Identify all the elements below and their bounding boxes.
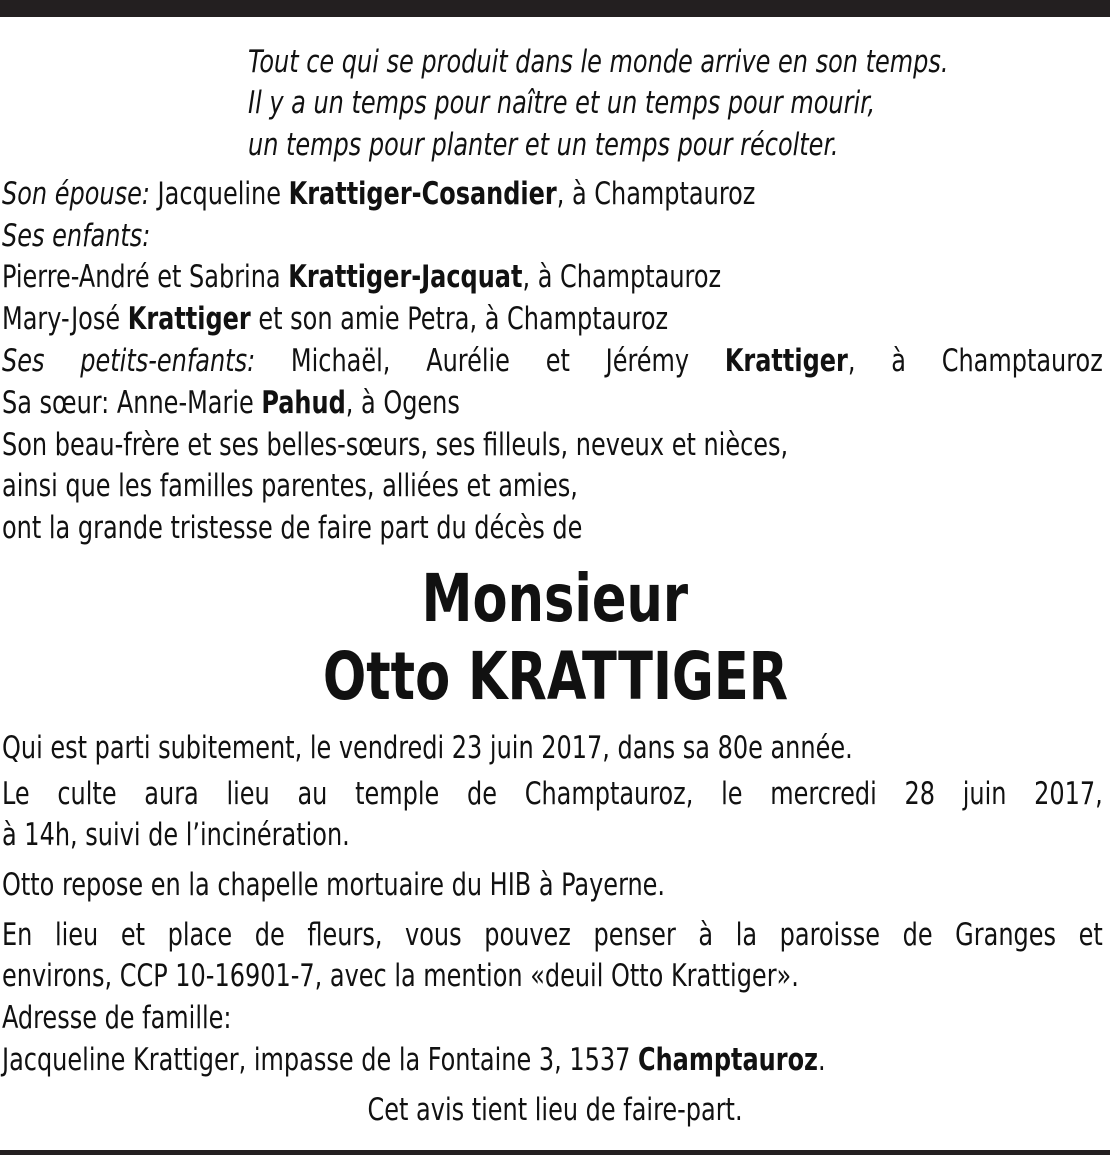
child-1-line (2, 257, 721, 298)
address-end: . (818, 1042, 826, 1078)
address-label: Adresse de famille: (2, 1000, 232, 1036)
quote-line-2: Il y a un temps pour naître et un temps pour mourir, (248, 85, 876, 121)
closing-line (0, 1090, 1110, 1131)
sister-place: , à Ogens (345, 385, 460, 421)
grandchildren-place: , à Champtauroz (847, 343, 1103, 379)
child-1-place: , à Champtauroz (522, 259, 722, 295)
repose-line: Otto repose en la chapelle mortuaire du HIB à Payerne. (2, 867, 666, 903)
sister-line (2, 383, 460, 424)
child-2-last-name: Krattiger (127, 301, 251, 337)
address-text: Jacqueline Krattiger, impasse de la Fontaine 3, 1537 (2, 1042, 631, 1078)
deceased-honorific (0, 560, 1110, 637)
announcement-line: ont la grande tristesse de faire part du décès de (2, 510, 583, 546)
spouse-line (2, 174, 755, 215)
child-2-line (2, 299, 668, 340)
closing-text: Cet avis tient lieu de faire-part. (367, 1092, 743, 1128)
quote-line-3: un temps pour planter et un temps pour récolter. (248, 127, 839, 163)
service-line-1: Le culte aura lieu au temple de Champtauroz, le mercredi 28 juin 2017, (2, 776, 1103, 812)
flowers-line-1: En lieu et place de fleurs, vous pouvez penser à la paroisse de Granges et (2, 917, 1103, 953)
child-2-place: et son amie Petra, à Champtauroz (258, 301, 669, 337)
child-1-first-names: Pierre-André et Sabrina (2, 259, 281, 295)
others-line-1: Son beau-frère et ses belles-sœurs, ses filleuls, neveux et nièces, (2, 427, 789, 463)
bottom-rule (0, 1150, 1110, 1155)
grandchildren-first-names: Michaël, Aurélie et Jérémy (290, 343, 690, 379)
grandchildren-last (725, 343, 1103, 379)
deceased-name-text: Otto KRATTIGER (322, 638, 788, 715)
service-line-2: à 14h, suivi de l’incinération. (2, 817, 350, 853)
address-line (2, 1040, 826, 1081)
sister-last-name: Pahud (261, 385, 346, 421)
top-rule (0, 0, 1110, 17)
spouse-last-name: Krattiger-Cosandier (288, 176, 557, 212)
others-line-2: ainsi que les familles parentes, alliées et amies, (2, 468, 578, 504)
children-label: Ses enfants: (2, 218, 151, 254)
grandchildren-last-name: Krattiger (724, 343, 848, 379)
child-1-last-name: Krattiger-Jacquat (288, 259, 523, 295)
spouse-first-name: Jacqueline (157, 176, 282, 212)
grandchildren-label: Ses petits-enfants: (2, 343, 256, 379)
sister-label: Sa sœur: Anne-Marie (2, 385, 254, 421)
death-line: Qui est parti subitement, le vendredi 23 juin 2017, dans sa 80e année. (2, 730, 853, 766)
deceased-honorific-text: Monsieur (421, 560, 689, 637)
deceased-name (0, 638, 1110, 715)
address-town: Champtauroz (637, 1042, 819, 1078)
spouse-label: Son épouse: (2, 176, 150, 212)
grandchildren-line (2, 341, 1103, 382)
child-2-first-name: Mary-José (2, 301, 121, 337)
flowers-line-2: environs, CCP 10-16901-7, avec la mention «deuil Otto Krattiger». (2, 958, 799, 994)
spouse-place: , à Champtauroz (556, 176, 756, 212)
quote-line-1: Tout ce qui se produit dans le monde arrive en son temps. (248, 44, 949, 80)
